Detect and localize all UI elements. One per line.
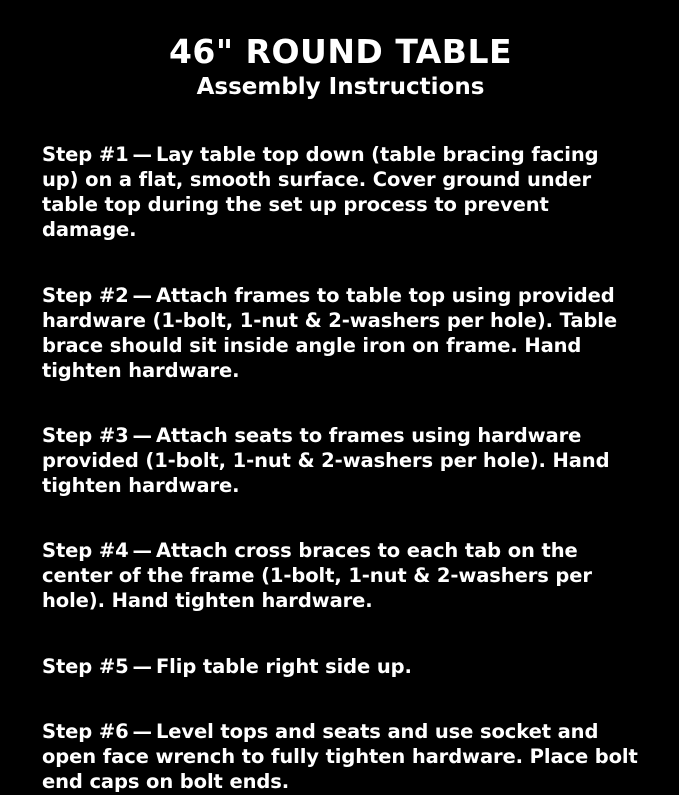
step-item (42, 655, 639, 680)
step-text: Attach cross braces to each tab on the center of the frame (1-bolt, 1-nut & 2-washers per hole). Hand tighten hardware. (42, 539, 592, 613)
step-dash: — (132, 720, 152, 744)
step-item (42, 720, 639, 795)
page-title: 46" ROUND TABLE (168, 32, 513, 71)
step-text: Attach frames to table top using provided hardware (1-bolt, 1-nut & 2-washers per hole). Table brace should sit inside angle iron on frame. Hand tighten hardware. (42, 283, 617, 382)
page-subtitle: Assembly Instructions (196, 74, 485, 101)
step-label: Step #6 (42, 720, 129, 744)
step-item (42, 424, 639, 499)
step-dash: — (132, 654, 152, 678)
steps-list (42, 124, 639, 795)
step-text: Lay table top down (table bracing facing up) on a flat, smooth surface. Cover ground under table top during the set up process to prevent damage. (42, 143, 599, 242)
step-label: Step #5 (42, 654, 129, 678)
step-dash: — (132, 424, 152, 448)
step-label: Step #3 (42, 424, 129, 448)
step-text: Flip table right side up. (155, 654, 412, 678)
step-label: Step #4 (42, 539, 129, 563)
step-dash: — (132, 283, 152, 307)
step-item (42, 539, 639, 614)
step-label: Step #2 (42, 283, 129, 307)
step-text: Attach seats to frames using hardware provided (1-bolt, 1-nut & 2-washers per hole). Hand tighten hardware. (42, 424, 610, 497)
step-text: Level tops and seats and use socket and open face wrench to fully tighten hardware. Place bolt end caps on bolt ends. (42, 720, 638, 794)
step-dash: — (132, 143, 152, 167)
step-label: Step #1 (42, 143, 129, 167)
step-item (42, 143, 639, 243)
step-item (42, 284, 639, 384)
step-dash: — (132, 539, 152, 563)
